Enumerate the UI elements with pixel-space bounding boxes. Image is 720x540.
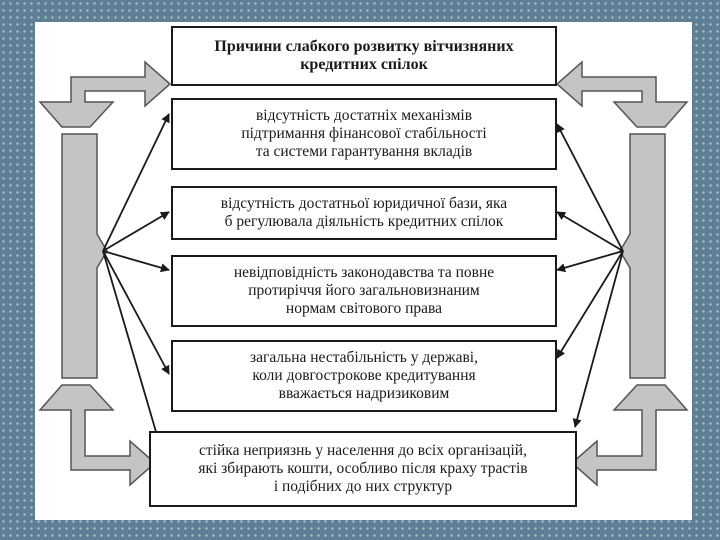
cause-box-1 (171, 98, 557, 170)
cause-text-2: відсутність достатньої юридичної бази, яка б регулювала діяльність кредитних спілок (220, 195, 508, 230)
cause-text-3: невідповідність законодавства та повне протиріччя його загальновизнаним нормам світового права (233, 264, 495, 317)
cause-text-5: стійка неприязнь у населення до всіх організацій, які збирають кошти, особливо після краху трастів і подібних до них структур (198, 442, 528, 495)
left-vertical-block-arrow (62, 134, 107, 378)
cause-box-5 (149, 431, 577, 507)
cause-text-1: відсутність достатніх механізмів підтримання фінансової стабільності та системи гарантування вкладів (241, 107, 487, 160)
bottom-right-bent-arrow (572, 385, 687, 485)
left-arrow-to-cause-3 (103, 251, 169, 270)
left-arrow-to-cause-4 (103, 251, 169, 374)
top-left-bent-arrow (40, 62, 170, 127)
slide (35, 22, 692, 520)
right-arrow-to-cause-5 (575, 251, 623, 427)
top-right-bent-arrow (557, 62, 687, 127)
left-arrow-to-cause-1 (103, 114, 169, 251)
bottom-left-bent-arrow (40, 385, 155, 485)
cause-text-4: загальна нестабільність у державі, коли довгострокове кредитування вважається надризиковим (250, 349, 478, 402)
left-arrow-to-cause-5 (103, 251, 159, 442)
title-text: Причини слабкого розвитку вітчизняних кредитних спілок (214, 38, 514, 73)
title-box (171, 26, 557, 86)
cause-box-3 (171, 255, 557, 327)
cause-box-4 (171, 340, 557, 412)
cause-box-2 (171, 186, 557, 240)
right-vertical-block-arrow (620, 134, 665, 378)
